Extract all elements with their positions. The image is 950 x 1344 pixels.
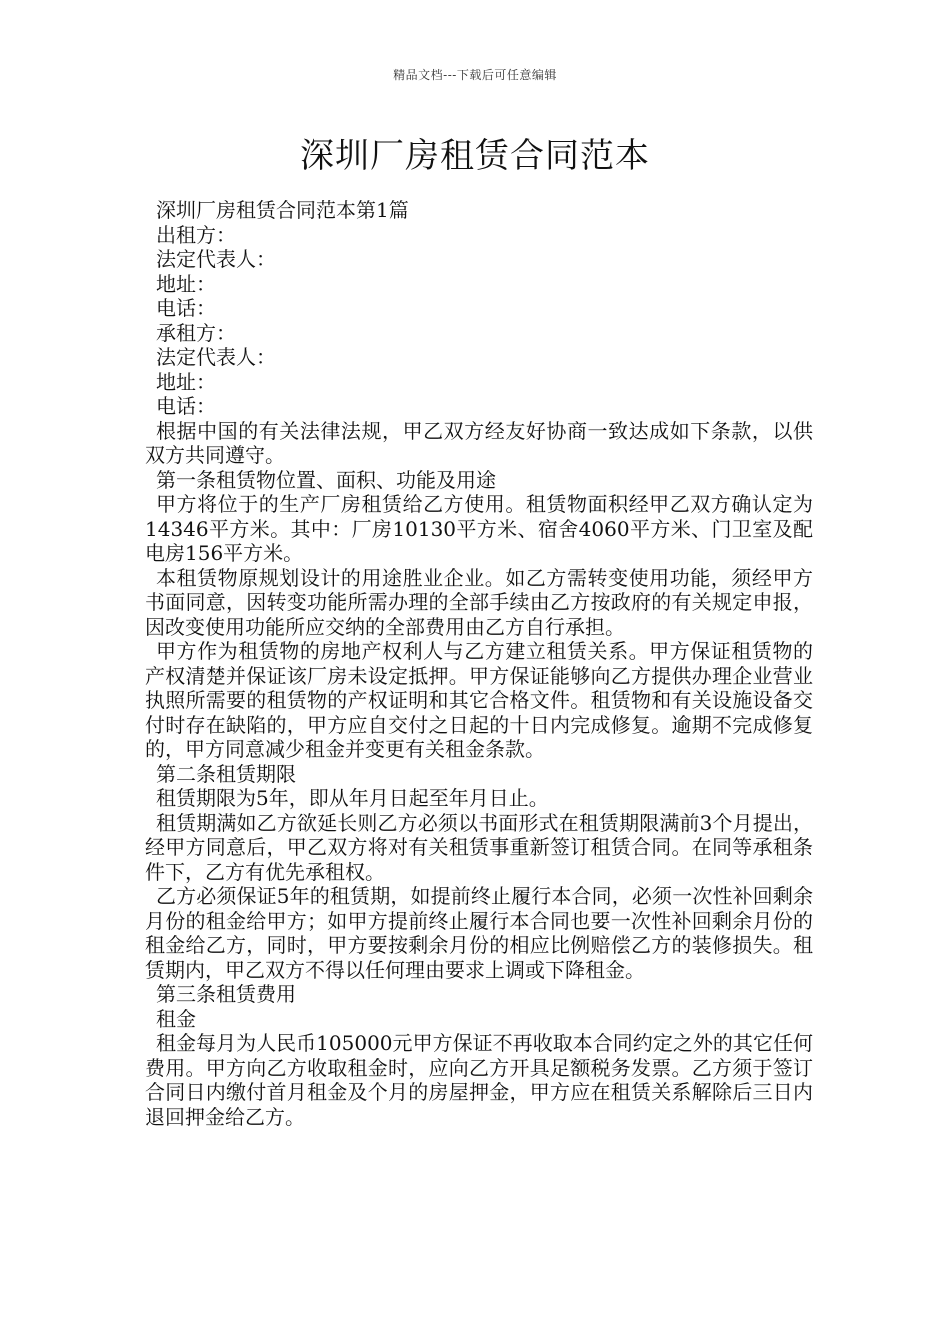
paragraph-lessee-phone: 电话：: [156, 394, 216, 418]
paragraph-lessor-legal-rep: 法定代表人：: [156, 247, 276, 271]
paragraph-lessor-phone: 电话：: [156, 296, 216, 320]
paragraph-rent-heading: 租金: [156, 1006, 196, 1031]
paragraph-article-2-term: 租赁期限为5年，即从年月日起至年月日止。: [156, 786, 549, 810]
paragraph-rent-details: 租金每月为人民币105000元甲方保证不再收取本合同约定之外的其它任何费用。甲方向乙方收取租金时，应向乙方开具足额税务发票。乙方须于签订合同日内缴付首月租金及个月的房屋押金，甲方应在租赁关系解除后三日内退回押金给乙方。: [145, 1031, 813, 1129]
paragraph-lessee-legal-rep: 法定代表人：: [156, 345, 276, 369]
paragraph-article-1-heading: 第一条租赁物位置、面积、功能及用途: [156, 467, 496, 492]
paragraph-article-2-termination: 乙方必须保证5年的租赁期，如提前终止履行本合同，必须一次性补回剩余月份的租金给甲方；如甲方提前终止履行本合同也要一次性补回剩余月份的租金给乙方，同时，甲方要按剩余月份的相应比例赔偿乙方的装修损失。租赁期内，甲乙双方不得以任何理由要求上调或下降租金。: [145, 884, 813, 982]
document-title: 深圳厂房租赁合同范本: [300, 136, 650, 176]
paragraph-article-3-heading: 第三条租赁费用: [156, 982, 296, 1006]
paragraph-lessor-address: 地址：: [156, 271, 216, 296]
paragraph-article-2-renewal: 租赁期满如乙方欲延长则乙方必须以书面形式在租赁期限满前3个月提出，经甲方同意后，甲乙双方将对有关租赁事重新签订租赁合同。在同等承租条件下，乙方有优先承租权。: [145, 810, 813, 884]
document-body: [145, 198, 813, 1129]
paragraph-article-2-heading: 第二条租赁期限: [156, 761, 296, 786]
paragraph-article-1-area: 甲方将位于的生产厂房租赁给乙方使用。租赁物面积经甲乙双方确认定为14346平方米。其中：厂房10130平方米、宿舍4060平方米、门卫室及配电房156平方米。: [145, 492, 813, 565]
paragraph-article-1-usage: 本租赁物原规划设计的用途胜业企业。如乙方需转变使用功能，须经甲方书面同意，因转变功能所需办理的全部手续由乙方按政府的有关规定申报，因改变使用功能所应交纳的全部费用由乙方自行承担。: [145, 565, 813, 639]
page-header: 精品文档---下载后可任意编辑: [393, 68, 557, 82]
paragraph-lessor: 出租方：: [156, 222, 236, 247]
paragraph-lessee-address: 地址：: [156, 369, 216, 394]
paragraph-preamble: 根据中国的有关法律法规，甲乙双方经友好协商一致达成如下条款，以供双方共同遵守。: [145, 418, 813, 467]
paragraph-article-1-ownership: 甲方作为租赁物的房地产权利人与乙方建立租赁关系。甲方保证租赁物的产权清楚并保证该厂房未设定抵押。甲方保证能够向乙方提供办理企业营业执照所需要的租赁物的产权证明和其它合格文件。租赁物和有关设施设备交付时存在缺陷的，甲方应自交付之日起的十日内完成修复。逾期不完成修复的，甲方同意减少租金并变更有关租金条款。: [145, 639, 813, 761]
paragraph-lessee: 承租方：: [156, 320, 236, 345]
paragraph-section-heading: 深圳厂房租赁合同范本第1篇: [156, 198, 409, 222]
